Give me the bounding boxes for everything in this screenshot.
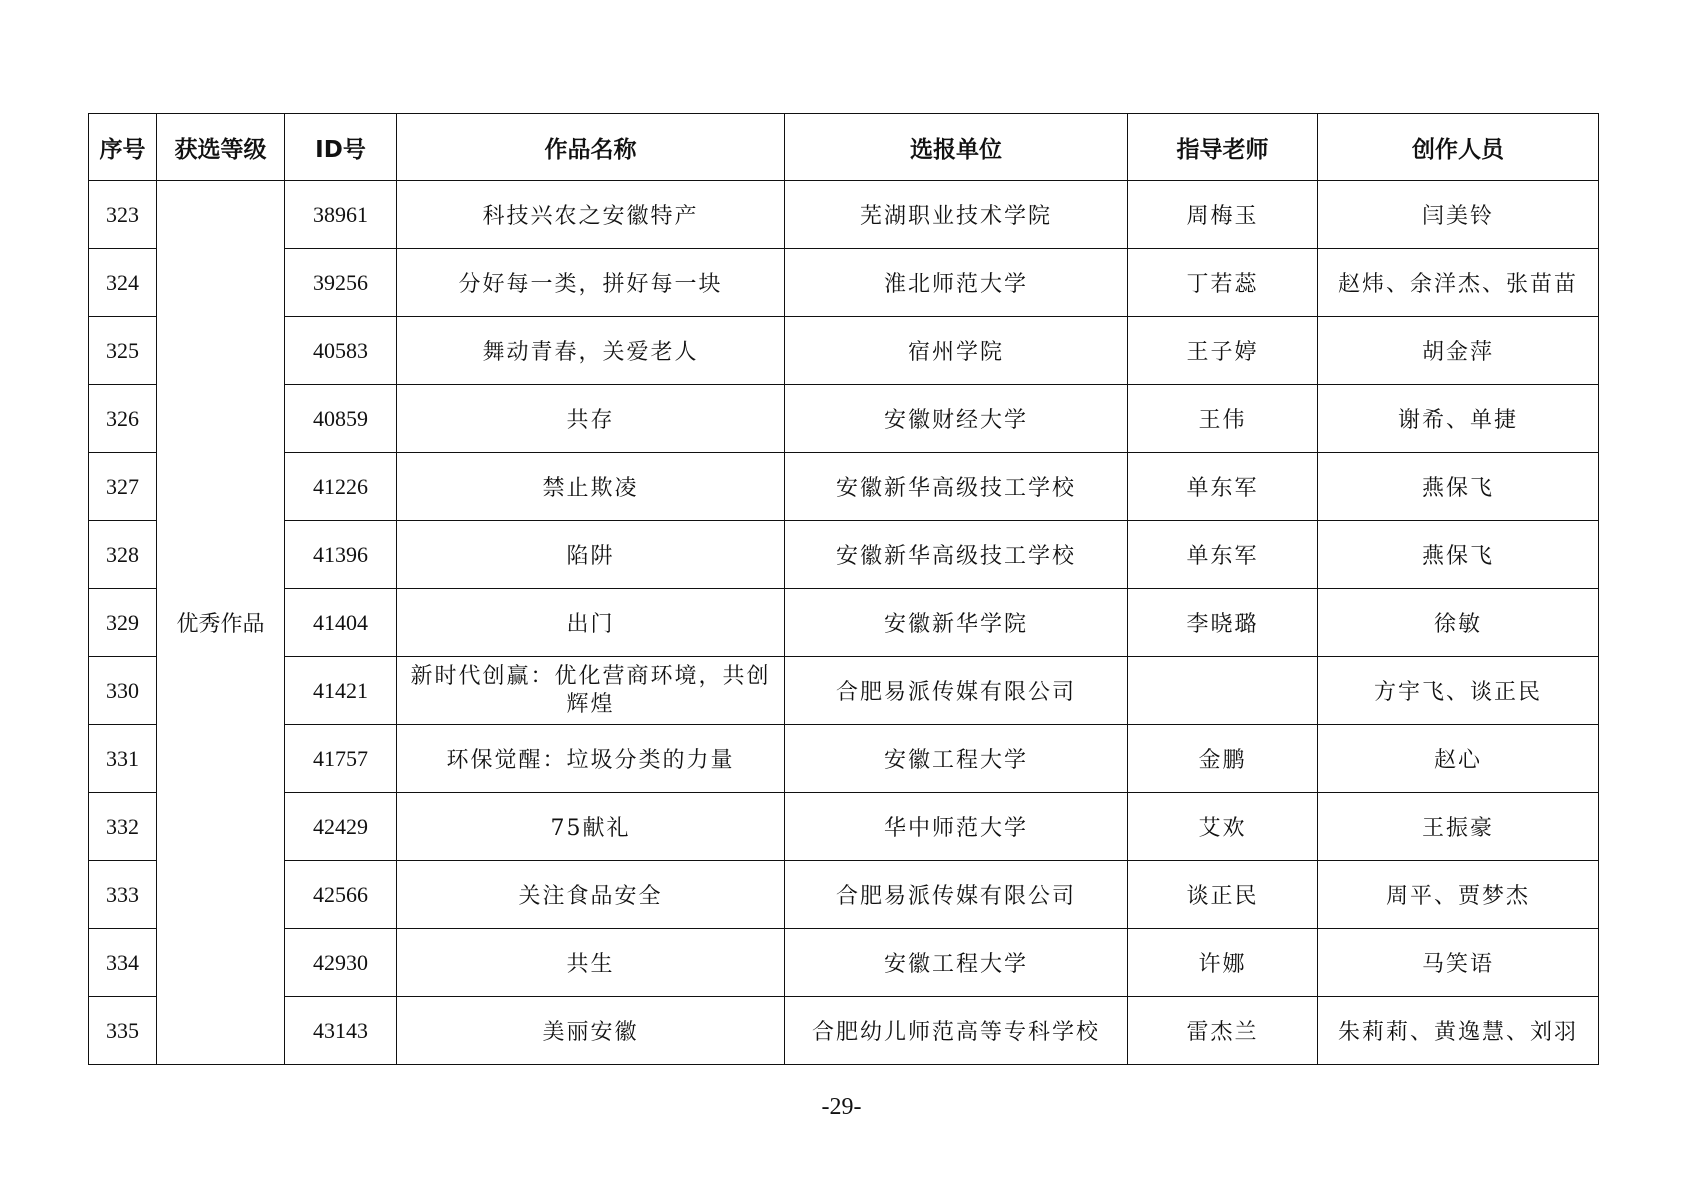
row-title: 环保觉醒：垃圾分类的力量 (397, 725, 785, 793)
row-unit: 合肥幼儿师范高等专科学校 (785, 997, 1128, 1065)
table-row (89, 997, 1599, 1065)
row-title: 分好每一类，拼好每一块 (397, 249, 785, 317)
row-creators: 赵心 (1318, 725, 1599, 793)
row-teacher: 谈正民 (1128, 861, 1318, 929)
row-title: 共生 (397, 929, 785, 997)
row-unit: 淮北师范大学 (785, 249, 1128, 317)
row-unit: 芜湖职业技术学院 (785, 181, 1128, 249)
table-row (89, 793, 1599, 861)
row-creators: 周平、贾梦杰 (1318, 861, 1599, 929)
row-title: 关注食品安全 (397, 861, 785, 929)
table-row (89, 725, 1599, 793)
table-row (89, 453, 1599, 521)
row-title: 出门 (397, 589, 785, 657)
row-seq: 335 (89, 997, 157, 1065)
row-seq: 324 (89, 249, 157, 317)
row-title: 陷阱 (397, 521, 785, 589)
row-id: 41404 (285, 589, 397, 657)
row-creators: 马笑语 (1318, 929, 1599, 997)
row-teacher: 金鹏 (1128, 725, 1318, 793)
row-unit: 华中师范大学 (785, 793, 1128, 861)
row-teacher: 王伟 (1128, 385, 1318, 453)
row-creators: 燕保飞 (1318, 521, 1599, 589)
row-teacher: 雷杰兰 (1128, 997, 1318, 1065)
header-creators: 创作人员 (1318, 114, 1599, 181)
row-seq: 325 (89, 317, 157, 385)
row-creators: 赵炜、余洋杰、张苗苗 (1318, 249, 1599, 317)
row-id: 42930 (285, 929, 397, 997)
row-unit: 合肥易派传媒有限公司 (785, 861, 1128, 929)
table-row (89, 181, 1599, 249)
row-title: 75献礼 (397, 793, 785, 861)
row-teacher: 王子婷 (1128, 317, 1318, 385)
header-id: ID号 (285, 114, 397, 181)
level-cell: 优秀作品 (157, 181, 285, 1065)
row-seq: 334 (89, 929, 157, 997)
row-unit: 安徽工程大学 (785, 725, 1128, 793)
row-teacher: 丁若蕊 (1128, 249, 1318, 317)
row-seq: 323 (89, 181, 157, 249)
row-title: 科技兴农之安徽特产 (397, 181, 785, 249)
table-row (89, 589, 1599, 657)
row-id: 41757 (285, 725, 397, 793)
row-seq: 329 (89, 589, 157, 657)
row-creators: 王振豪 (1318, 793, 1599, 861)
page-number: -29- (821, 1094, 862, 1120)
row-creators: 闫美铃 (1318, 181, 1599, 249)
table-row (89, 385, 1599, 453)
row-title: 美丽安徽 (397, 997, 785, 1065)
header-row (89, 114, 1599, 181)
row-unit: 安徽新华学院 (785, 589, 1128, 657)
row-creators: 朱莉莉、黄逸慧、刘羽 (1318, 997, 1599, 1065)
header-seq: 序号 (89, 114, 157, 181)
row-id: 39256 (285, 249, 397, 317)
row-unit: 合肥易派传媒有限公司 (785, 657, 1128, 725)
row-seq: 328 (89, 521, 157, 589)
row-seq: 331 (89, 725, 157, 793)
table-header (89, 114, 1599, 181)
row-id: 38961 (285, 181, 397, 249)
table-row (89, 861, 1599, 929)
row-id: 42566 (285, 861, 397, 929)
header-title: 作品名称 (397, 114, 785, 181)
table-row (89, 657, 1599, 725)
header-unit: 选报单位 (785, 114, 1128, 181)
row-unit: 宿州学院 (785, 317, 1128, 385)
header-teacher: 指导老师 (1128, 114, 1318, 181)
row-teacher: 单东军 (1128, 453, 1318, 521)
row-unit: 安徽工程大学 (785, 929, 1128, 997)
row-teacher (1128, 657, 1318, 725)
row-id: 41396 (285, 521, 397, 589)
row-title: 新时代创赢：优化营商环境，共创辉煌 (397, 657, 785, 725)
row-id: 42429 (285, 793, 397, 861)
row-creators: 徐敏 (1318, 589, 1599, 657)
table-row (89, 929, 1599, 997)
row-id: 40859 (285, 385, 397, 453)
header-level: 获选等级 (157, 114, 285, 181)
row-id: 43143 (285, 997, 397, 1065)
row-teacher: 单东军 (1128, 521, 1318, 589)
row-creators: 方宇飞、谈正民 (1318, 657, 1599, 725)
row-unit: 安徽财经大学 (785, 385, 1128, 453)
table-row (89, 521, 1599, 589)
row-unit: 安徽新华高级技工学校 (785, 521, 1128, 589)
row-title: 共存 (397, 385, 785, 453)
row-teacher: 许娜 (1128, 929, 1318, 997)
row-teacher: 艾欢 (1128, 793, 1318, 861)
row-creators: 胡金萍 (1318, 317, 1599, 385)
award-list-table (88, 113, 1599, 1065)
row-seq: 327 (89, 453, 157, 521)
row-id: 41226 (285, 453, 397, 521)
table-body (89, 181, 1599, 1065)
row-seq: 332 (89, 793, 157, 861)
row-teacher: 李晓璐 (1128, 589, 1318, 657)
row-id: 41421 (285, 657, 397, 725)
table-row (89, 249, 1599, 317)
row-seq: 333 (89, 861, 157, 929)
row-seq: 330 (89, 657, 157, 725)
row-title: 舞动青春，关爱老人 (397, 317, 785, 385)
row-unit: 安徽新华高级技工学校 (785, 453, 1128, 521)
row-creators: 谢希、单捷 (1318, 385, 1599, 453)
row-seq: 326 (89, 385, 157, 453)
row-creators: 燕保飞 (1318, 453, 1599, 521)
row-id: 40583 (285, 317, 397, 385)
row-title: 禁止欺凌 (397, 453, 785, 521)
row-teacher: 周梅玉 (1128, 181, 1318, 249)
table-row (89, 317, 1599, 385)
